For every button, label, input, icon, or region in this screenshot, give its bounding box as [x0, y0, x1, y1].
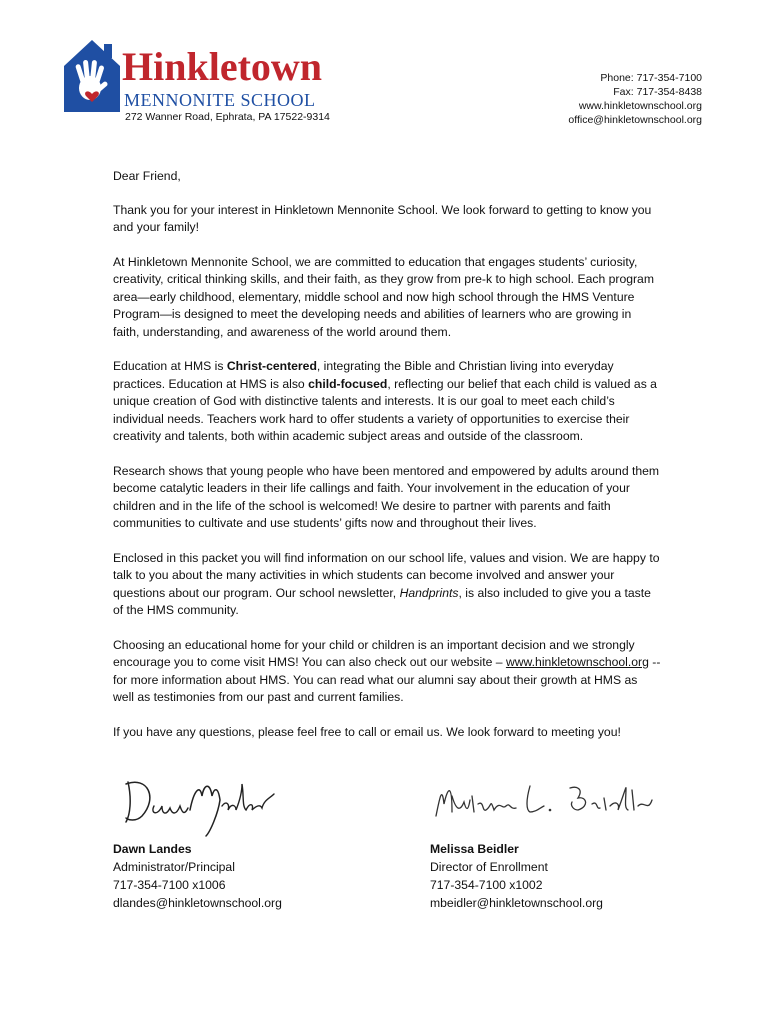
- signature-dawn-landes: [118, 770, 288, 840]
- signer-name: Dawn Landes: [113, 842, 192, 856]
- signature-melissa-beidler: [430, 776, 660, 832]
- christ-centered-emphasis: Christ-centered: [226, 359, 317, 373]
- website-inline-link[interactable]: www.hinkletownschool.org: [505, 655, 649, 669]
- website-link[interactable]: www.hinkletownschool.org: [578, 100, 702, 112]
- phone-number: Phone: 717-354-7100: [600, 72, 702, 84]
- paragraph-education: Education at HMS is Christ-centered, integrating the Bible and Christian living into everyday practices. Education at HMS is also child-focused, reflecting our belief that each child is valued as a unique creation of God with distinctive talents and interests. It is our goal to meet each child’s individual needs. Teachers work hard to offer students a variety of opportunities to exercise their creativity and talents, both within academic subject areas and outside of the classroom.: [113, 359, 657, 443]
- fax-number: Fax: 717-354-8438: [613, 86, 702, 98]
- paragraph-research: Research shows that young people who have been mentored and empowered by adults around them become catalytic leaders in their life callings and faith. Your involvement in the education of your children and in the life of the school is welcomed! We desire to partner with parents and faith communities to cultivate and use students’ gifts now and throughout their lives.: [113, 463, 660, 530]
- paragraph-packet: Enclosed in this packet you will find information on our school life, values and vision. We are happy to talk to you about the many activities in which students can become involved and answer your questions about our program. Our school newsletter, Handprints, is also included to give you a taste of the HMS community.: [113, 550, 660, 617]
- child-focused-emphasis: child-focused: [308, 376, 388, 391]
- letter-body: [113, 168, 661, 758]
- logo-name: Hinkletown: [122, 44, 323, 89]
- logo-subname: MENNONITE SCHOOL: [124, 90, 316, 110]
- signer-block-principal: [113, 840, 282, 912]
- paragraph-closing: If you have any questions, please feel free to call or email us. We look forward to meeting you!: [113, 724, 621, 739]
- school-address: 272 Wanner Road, Ephrata, PA 17522-9314: [125, 111, 330, 123]
- newsletter-title: Handprints: [399, 585, 459, 600]
- greeting: Dear Friend,: [113, 169, 181, 183]
- paragraph-commitment: At Hinkletown Mennonite School, we are committed to education that engages students’ curiosity, creativity, critical thinking skills, and their faith, as they grow from pre-k to high school. Each program area—early childhood, elementary, middle school and now high school through the HMS Venture Program—is designed to meet the developing needs and abilities of learners who are growing in faith, understanding, and awareness of the world around them.: [113, 254, 654, 339]
- school-logo: [64, 36, 334, 116]
- email-link[interactable]: office@hinkletownschool.org: [568, 114, 702, 126]
- signer-title: Director of Enrollment: [430, 860, 548, 874]
- signer-phone: 717-354-7100 x1006: [113, 878, 226, 892]
- signer-phone: 717-354-7100 x1002: [430, 878, 543, 892]
- signer-email[interactable]: mbeidler@hinkletownschool.org: [430, 896, 603, 910]
- paragraph-visit: Choosing an educational home for your child or children is an important decision and we strongly encourage you to come visit HMS! You can also check out our website – www.hinkletownschool.org -- for more information about HMS. You can read what our alumni say about their growth at HMS as well as testimonies from our past and current families.: [113, 637, 661, 704]
- signer-block-enrollment: [430, 840, 603, 912]
- contact-block: [568, 71, 702, 127]
- signer-title: Administrator/Principal: [113, 860, 235, 874]
- signer-name: Melissa Beidler: [430, 842, 519, 856]
- signer-email[interactable]: dlandes@hinkletownschool.org: [113, 896, 282, 910]
- paragraph-intro: Thank you for your interest in Hinkletown Mennonite School. We look forward to getting to know you and your family!: [113, 202, 652, 234]
